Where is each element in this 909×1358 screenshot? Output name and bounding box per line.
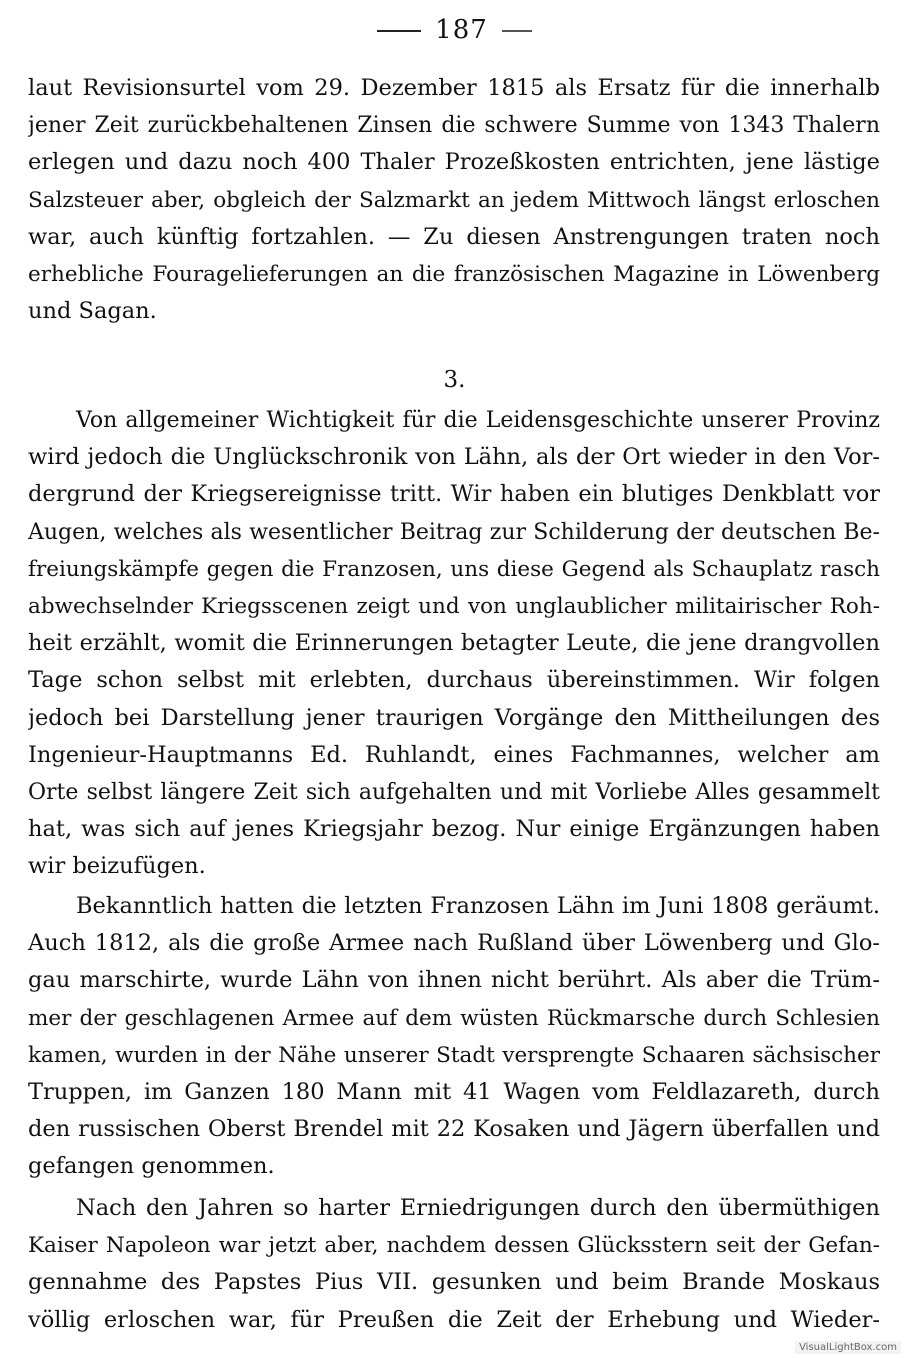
text-line: den russischen Oberst Brendel mit 22 Kosaken und Jägern überfallen und [28, 1116, 880, 1143]
text-line: und Sagan. [28, 298, 157, 325]
paragraph-1 [28, 402, 880, 885]
text-line: Truppen, im Ganzen 180 Mann mit 41 Wagen vom Feldlazareth, durch [28, 1078, 880, 1105]
paragraph-2 [28, 888, 880, 1186]
text-line: war, auch künftig fortzahlen. — Zu diesen Anstrengungen traten noch [28, 223, 880, 250]
text-line: erlegen und dazu noch 400 Thaler Prozeßkosten entrichten, jene lästige [28, 149, 880, 176]
page-number: 187 [435, 15, 488, 45]
text-line: jener Zeit zurückbehaltenen Zinsen die schwere Summe von 1343 Thalern [28, 113, 880, 139]
text-line: wird jedoch die Unglückschronik von Lähn, als der Ort wieder in den Vor- [28, 444, 880, 471]
text-line: abwechselnder Kriegsscenen zeigt und von unglaublicher militairischer Roh- [28, 593, 880, 619]
text-line: gau marschirte, wurde Lähn von ihnen nicht berührt. Als aber die Trüm- [28, 967, 880, 994]
text-line: Augen, welches als wesentlicher Beitrag zur Schilderung der deutschen Be- [28, 519, 880, 545]
text-line: jedoch bei Darstellung jener traurigen Vorgänge den Mittheilungen des [28, 704, 880, 731]
text-line: wir beizufügen. [28, 853, 206, 880]
text-line: Kaiser Napoleon war jetzt aber, nachdem dessen Glücksstern seit der Gefan- [28, 1233, 880, 1259]
watermark: VisualLightBox.com [795, 1341, 901, 1354]
text-line: gennahme des Papstes Pius VII. gesunken und beim Brande Moskaus [28, 1269, 880, 1296]
text-line: Auch 1812, als die große Armee nach Rußland über Löwenberg und Glo- [28, 930, 880, 957]
text-line: freiungskämpfe gegen die Franzosen, uns diese Gegend als Schauplatz rasch [28, 556, 880, 582]
section-number: 3. [443, 367, 466, 393]
text-line: Salzsteuer aber, obgleich der Salzmarkt an jedem Mittwoch längst erloschen [28, 187, 880, 213]
header-dash-left [377, 30, 421, 32]
text-line: Von allgemeiner Wichtigkeit für die Leidensgeschichte unserer Provinz [76, 408, 880, 433]
text-line: Tage schon selbst mit erlebten, durchaus übereinstimmen. Wir folgen [28, 667, 880, 694]
text-line: völlig erloschen war, für Preußen die Zeit der Erhebung und Wieder- [28, 1306, 880, 1333]
text-line: heit erzählt, womit die Erinnerungen betagter Leute, die jene drangvollen [28, 630, 880, 657]
paragraph-3 [28, 1190, 880, 1339]
text-line: Bekanntlich hatten die letzten Franzosen Lähn im Juni 1808 geräumt. [76, 893, 880, 919]
text-line: Ingenieur-Hauptmanns Ed. Ruhlandt, eines Fachmannes, welcher am [28, 741, 880, 768]
text-line: Orte selbst längere Zeit sich aufgehalten und mit Vorliebe Alles gesammelt [28, 779, 880, 805]
text-line: kamen, wurden in der Nähe unserer Stadt versprengte Schaaren sächsischer [28, 1042, 880, 1068]
header-dash-right [502, 30, 532, 32]
text-line: hat, was sich auf jenes Kriegsjahr bezog. Nur einige Ergänzungen haben [28, 816, 880, 843]
text-line: erhebliche Fouragelieferungen an die französischen Magazine in Löwenberg [28, 261, 880, 287]
text-line: Nach den Jahren so harter Erniedrigungen durch den übermüthigen [76, 1195, 880, 1221]
text-line: laut Revisionsurtel vom 29. Dezember 1815 als Ersatz für die innerhalb [28, 75, 880, 101]
page-header [0, 8, 909, 52]
top-text-block [28, 70, 880, 330]
text-line: dergrund der Kriegsereignisse tritt. Wir haben ein blutiges Denkblatt vor [28, 481, 880, 508]
text-line: gefangen genommen. [28, 1153, 275, 1180]
text-line: mer der geschlagenen Armee auf dem wüsten Rückmarsche durch Schlesien [28, 1005, 880, 1031]
